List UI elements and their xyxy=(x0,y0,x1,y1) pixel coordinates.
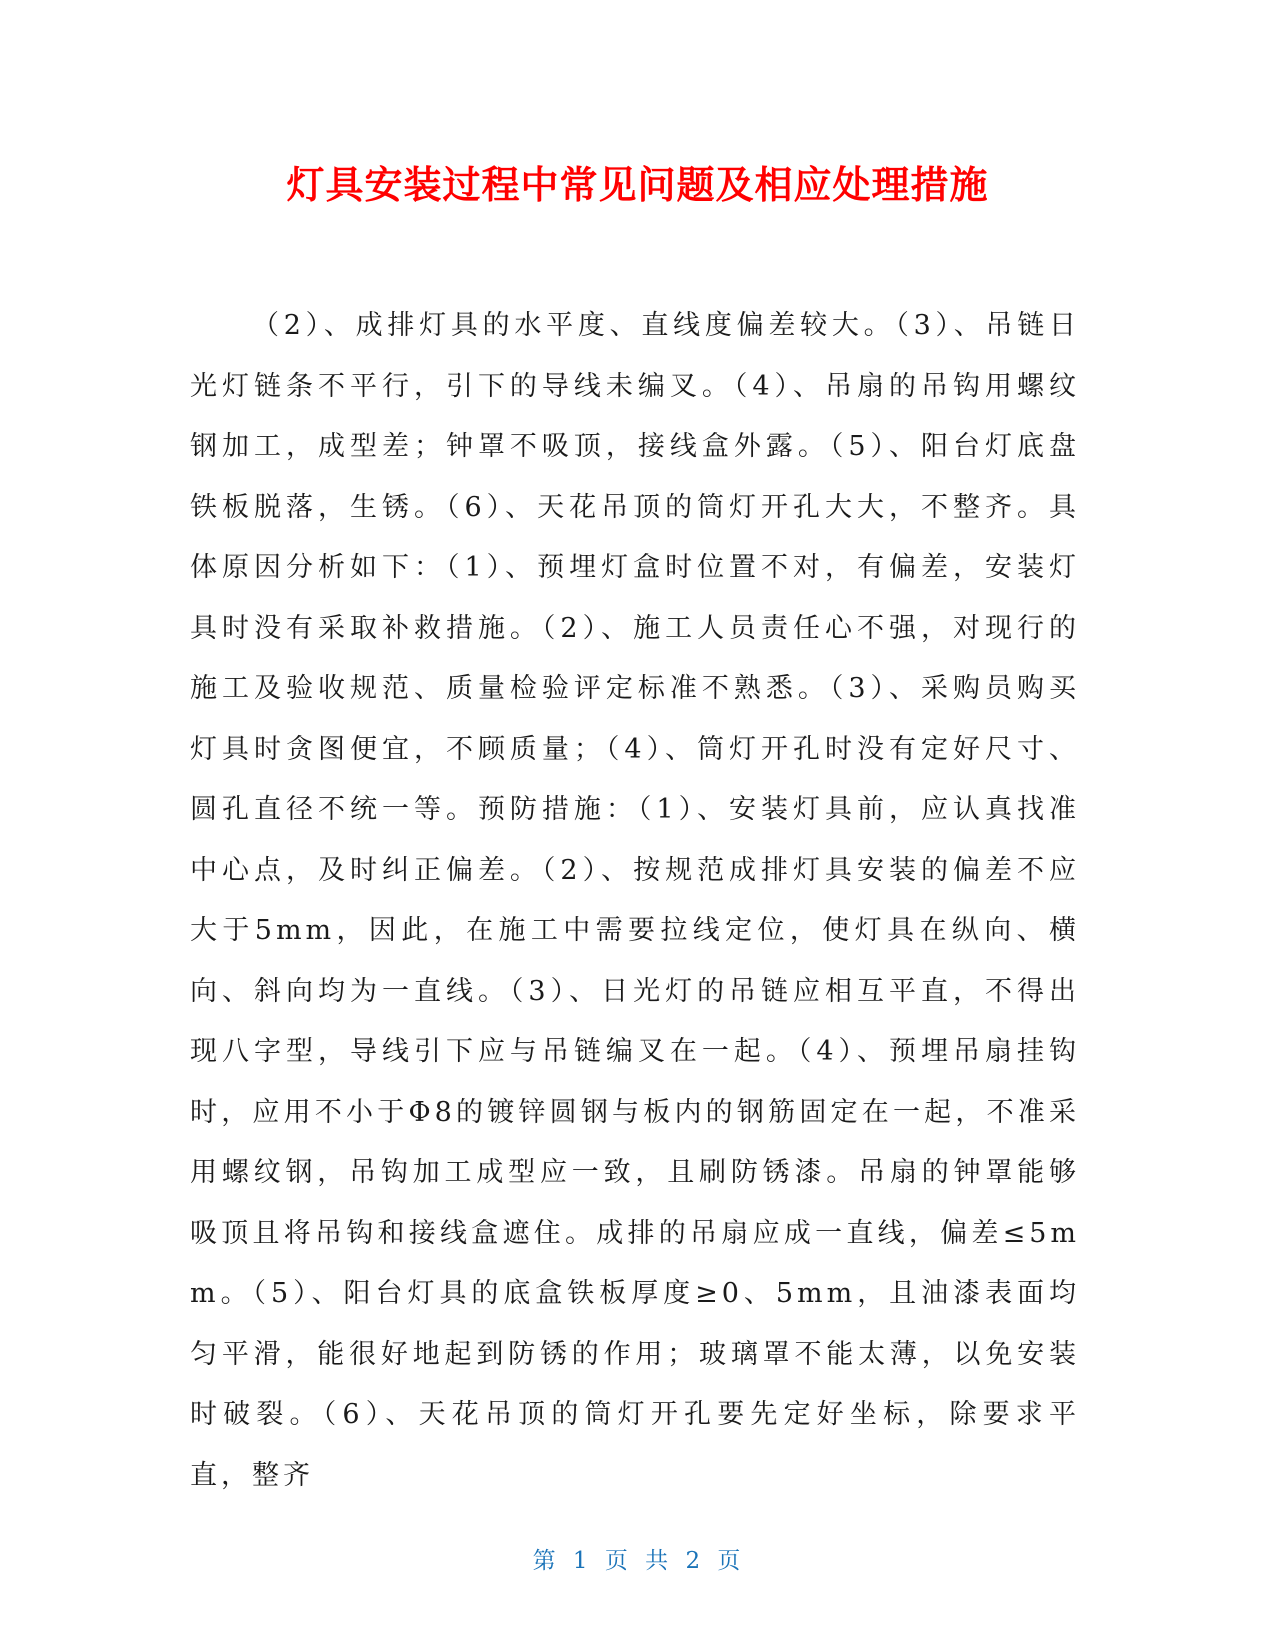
page-number-footer: 第 1 页 共 2 页 xyxy=(532,1548,743,1574)
document-body-paragraph: （2）、成排灯具的水平度、直线度偏差较大。（3）、吊链日光灯链条不平行，引下的导线未编叉。（4）、吊扇的吊钩用螺纹钢加工，成型差；钟罩不吸顶，接线盒外露。（5）、阳台灯底盘铁板脱落，生锈。（6）、天花吊顶的筒灯开孔大大，不整齐。具体原因分析如下：（1）、预埋灯盒时位置不对，有偏差，安装灯具时没有采取补救措施。（2）、施工人员责任心不强，对现行的施工及验收规范、质量检验评定标准不熟悉。（3）、采购员购买灯具时贪图便宜，不顾质量；（4）、筒灯开孔时没有定好尺寸、圆孔直径不统一等。预防措施：（1）、安装灯具前，应认真找准中心点，及时纠正偏差。（2）、按规范成排灯具安装的偏差不应大于5mm，因此，在施工中需要拉线定位，使灯具在纵向、横向、斜向均为一直线。（3）、日光灯的吊链应相互平直，不得出现八字型，导线引下应与吊链编叉在一起。（4）、预埋吊扇挂钩时，应用不小于Φ8的镀锌圆钢与板内的钢筋固定在一起，不准采用螺纹钢，吊钩加工成型应一致，且刷防锈漆。吊扇的钟罩能够吸顶且将吊钩和接线盒遮住。成排的吊扇应成一直线，偏差≤5mm。（5）、阳台灯具的底盒铁板厚度≥0、5mm，且油漆表面均匀平滑，能很好地起到防锈的作用；玻璃罩不能太薄，以免安装时破裂。（6）、天花吊顶的筒灯开孔要先定好坐标，除要求平直，整齐 xyxy=(190,310,1080,1491)
document-title: 灯具安装过程中常见问题及相应处理措施 xyxy=(286,163,989,207)
